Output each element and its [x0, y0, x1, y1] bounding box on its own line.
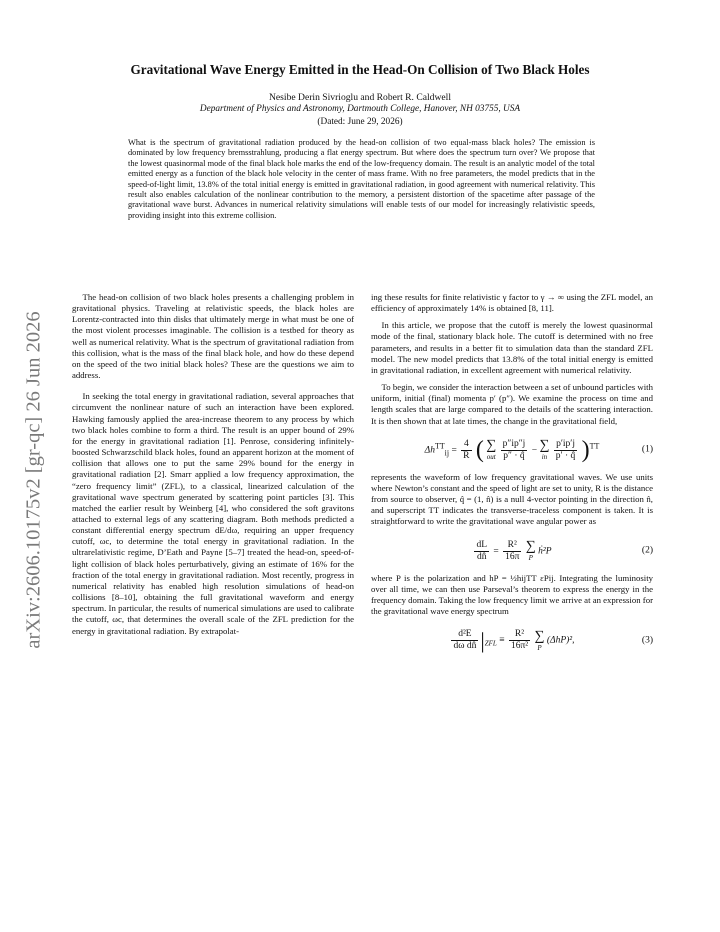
eq1-frac-in-den: p′ · q̂: [555, 450, 576, 461]
right-column: [371, 292, 653, 662]
eq3-equiv: ≡: [499, 635, 505, 646]
equation-1: [371, 436, 653, 463]
arxiv-sidebar: [14, 270, 54, 690]
eq3-coefficient: [509, 629, 530, 652]
paragraph: represents the waveform of low frequency gravitational waves. We use units where Newton’s constant and the speed of light are set to unity, R is the distance from source to observer, q̂ = (1, n̂) is a null 4-vector pointing in the direction n̂, and superscript TT indicates the transverse-traceless component is taken. It is straightforward to write the gravitational wave angular power as: [371, 471, 653, 527]
eq1-sum-out: ∑ out: [486, 438, 497, 462]
paragraph: To begin, we consider the interaction between a set of unbound particles with uniform, initial (final) momenta p′ (p″). We examine the process on time and length scales that are large compared to the details of the scattering interaction. It is then shown that at late times, the change in the gravitational field,: [371, 382, 653, 426]
eq1-paren-open: (: [475, 436, 484, 463]
eq1-lhs: Δh: [424, 445, 435, 456]
eq3-lhs-den: dω dn̂: [453, 641, 477, 652]
paper-date: (Dated: June 29, 2026): [317, 117, 403, 127]
paragraph: In seeking the total energy in gravitational radiation, several approaches that circumvent the nonlinear nature of such an interaction have been explored. Hawking famously applied the area-increase theorem to any process by which two black holes combine to form a third. The result is an upper bound of 29% for the energy in gravitational radiation [1]. Penrose, considering infinitely-boosted Schwarzschild black holes, found an apparent horizon at the moment of collision that allows one to put the same 29% bound for the energy in gravitational radiation [2]. Smarr applied a low frequency approximation, the “zero frequency limit” (ZFL), to a classical, linearized calculation of the gravitational wave spectrum generated by scattering point particles [3]. This matched the earlier result by Weinberg [4], who considered the soft gravitons attached to external legs of any scattering diagram. Both methods predicted a constant differential energy spectrum dE/dω, requiring an upper frequency cutoff, ωc, to determine the total energy in gravitational radiation. In the ultrarelativistic regime, D’Eath and Payne [5–7] treated the head-on, speed-of-light collision of black holes perturbatively, giving an estimate of 16% for the fraction of the total energy in gravitational radiation. Most recently, progress in numerical relativity has enabled high resolution simulations of head-on collisions [8–10], obtaining the full gravitational waveform and energy spectrum. In particular, the results of numerical simulations are used to calibrate the cutoff, ωc, that determines the overall scale of the ZFL prediction for the energy in gravitational radiation. By extrapolat-: [72, 391, 354, 636]
equation-number: (1): [641, 444, 653, 455]
paragraph: ing these results for finite relativistic γ factor to γ → ∞ using the ZFL model, an efficiency of approximately 14% is obtained [8, 11].: [371, 292, 653, 314]
eq1-equals: =: [451, 445, 457, 456]
equation-2: [371, 540, 653, 563]
abstract: What is the spectrum of gravitational radiation produced by the head-on collision of two equal-mass black holes? The emission is dominated by low frequency bremsstrahlung, producing a flat energy spectrum. But where does the spectrum turn over? We propose that the lowest quasinormal mode of the final black hole marks the end of the low-frequency domain. The result is an analytic model of the total emitted energy as a function of the black hole velocity in the center of mass frame. With no free parameters, the model predicts that in the speed-of-light limit, 13.8% of the total initial energy is emitted in gravitational radiation, in good agreement with numerical relativity. This result also enables calculation of the nonlinear contribution to the memory, a persistent distortion of the spacetime after passage of the gravitational wave burst. Advances in numerical relativity simulations will enable tests of our model for increasingly relativistic speeds, providing insight into this extreme collision.: [128, 138, 595, 220]
eq1-coef-num: 4: [461, 439, 471, 451]
eq1-outer-sup: TT: [589, 441, 600, 451]
eq1-lhs-sup: TT: [434, 441, 445, 451]
paper-title: Gravitational Wave Energy Emitted in the Head-On Collision of Two Black Holes: [130, 62, 590, 77]
paragraph: The head-on collision of two black holes presents a challenging problem in gravitational physics. Traveling at relativistic speeds, the black holes are Lorentz-contracted into thin disks that ultimately merge in what must be one of the most violent processes imaginable. The collision is a testbed for theory as well as numerical relativity. What is the spectrum of gravitational radiation from this collision, what is the mass of the final black hole, and how do these depend on the speed of the two initial black holes? These are the questions we aim to address.: [72, 292, 354, 381]
left-column: [72, 292, 354, 643]
eq3-sum: ∑ P: [534, 628, 545, 652]
eq1-frac-out-den: p″ · q̂: [503, 450, 525, 461]
eq2-lhs-num: dL: [476, 539, 487, 550]
eq2-rhs: ḣ²P: [538, 546, 552, 557]
eq2-sum-sub: P: [528, 554, 533, 562]
eq1-frac-out: [501, 439, 528, 462]
eq1-minus: −: [531, 445, 538, 456]
eq1-frac-in-num: p′ip′j: [554, 439, 578, 451]
eq3-lhs: [451, 629, 478, 652]
eq3-rhs: (ΔhP)²: [546, 635, 573, 646]
paragraph: where P is the polarization and hP = ½hijTT εPij. Integrating the luminosity over all time, we can then use Parseval’s theorem to express the energy in the frequency domain. Taking the low frequency limit we arrive at an expression for the gravitational wave energy spectrum: [371, 572, 653, 616]
eq1-paren-close: ): [581, 436, 590, 463]
eq3-coef-den: 16π²: [510, 641, 529, 652]
eq2-coefficient: [503, 540, 521, 563]
eq3-lhs-num: d²E: [451, 629, 478, 641]
eq1-sum-in-sub: in: [541, 453, 548, 462]
eq3-coef-num: R²: [509, 629, 530, 641]
eq2-coef-den: 16π: [505, 551, 520, 562]
paper-authors: Nesibe Derin Sivrioglu and Robert R. Caldwell: [269, 92, 451, 103]
equation-3: [371, 629, 653, 652]
eq1-sum-out-sub: out: [486, 453, 496, 462]
eq3-evaluation-bar: |: [480, 628, 485, 654]
eq2-equals: =: [493, 546, 499, 557]
equation-number: (3): [641, 635, 653, 646]
eq2-sum: ∑ P: [525, 539, 536, 562]
equation-number: (2): [641, 545, 653, 556]
eq1-frac-in: [554, 439, 578, 462]
eq1-coef-den: R: [463, 450, 470, 461]
eq2-lhs: [474, 540, 489, 563]
eq3-lhs-sub: ZFL: [484, 639, 497, 648]
arxiv-identifier: arXiv:2606.10175v2 [gr-qc] 26 Jun 2026: [22, 311, 45, 649]
eq1-lhs-sub: ij: [444, 448, 450, 458]
eq3-sum-sub: P: [537, 643, 542, 652]
eq2-lhs-den: dn̂: [476, 551, 487, 562]
paragraph: In this article, we propose that the cutoff is merely the lowest quasinormal mode of the final, stationary black hole. The cutoff is determined with no free parameters, and results in a better fit to simulation data than the standard ZFL model. The new model predicts that 13.8% of the total initial energy is emitted in gravitational radiation, in excellent agreement with numerical relativity.: [371, 320, 653, 375]
eq3-tail: ,: [572, 635, 575, 646]
eq1-frac-out-num: p″ip″j: [502, 438, 526, 449]
eq1-sum-in: ∑ in: [539, 438, 550, 462]
eq1-coefficient: [461, 439, 471, 462]
author-affiliation: Department of Physics and Astronomy, Dartmouth College, Hanover, NH 03755, USA: [199, 104, 521, 114]
eq2-coef-num: R²: [503, 540, 521, 552]
